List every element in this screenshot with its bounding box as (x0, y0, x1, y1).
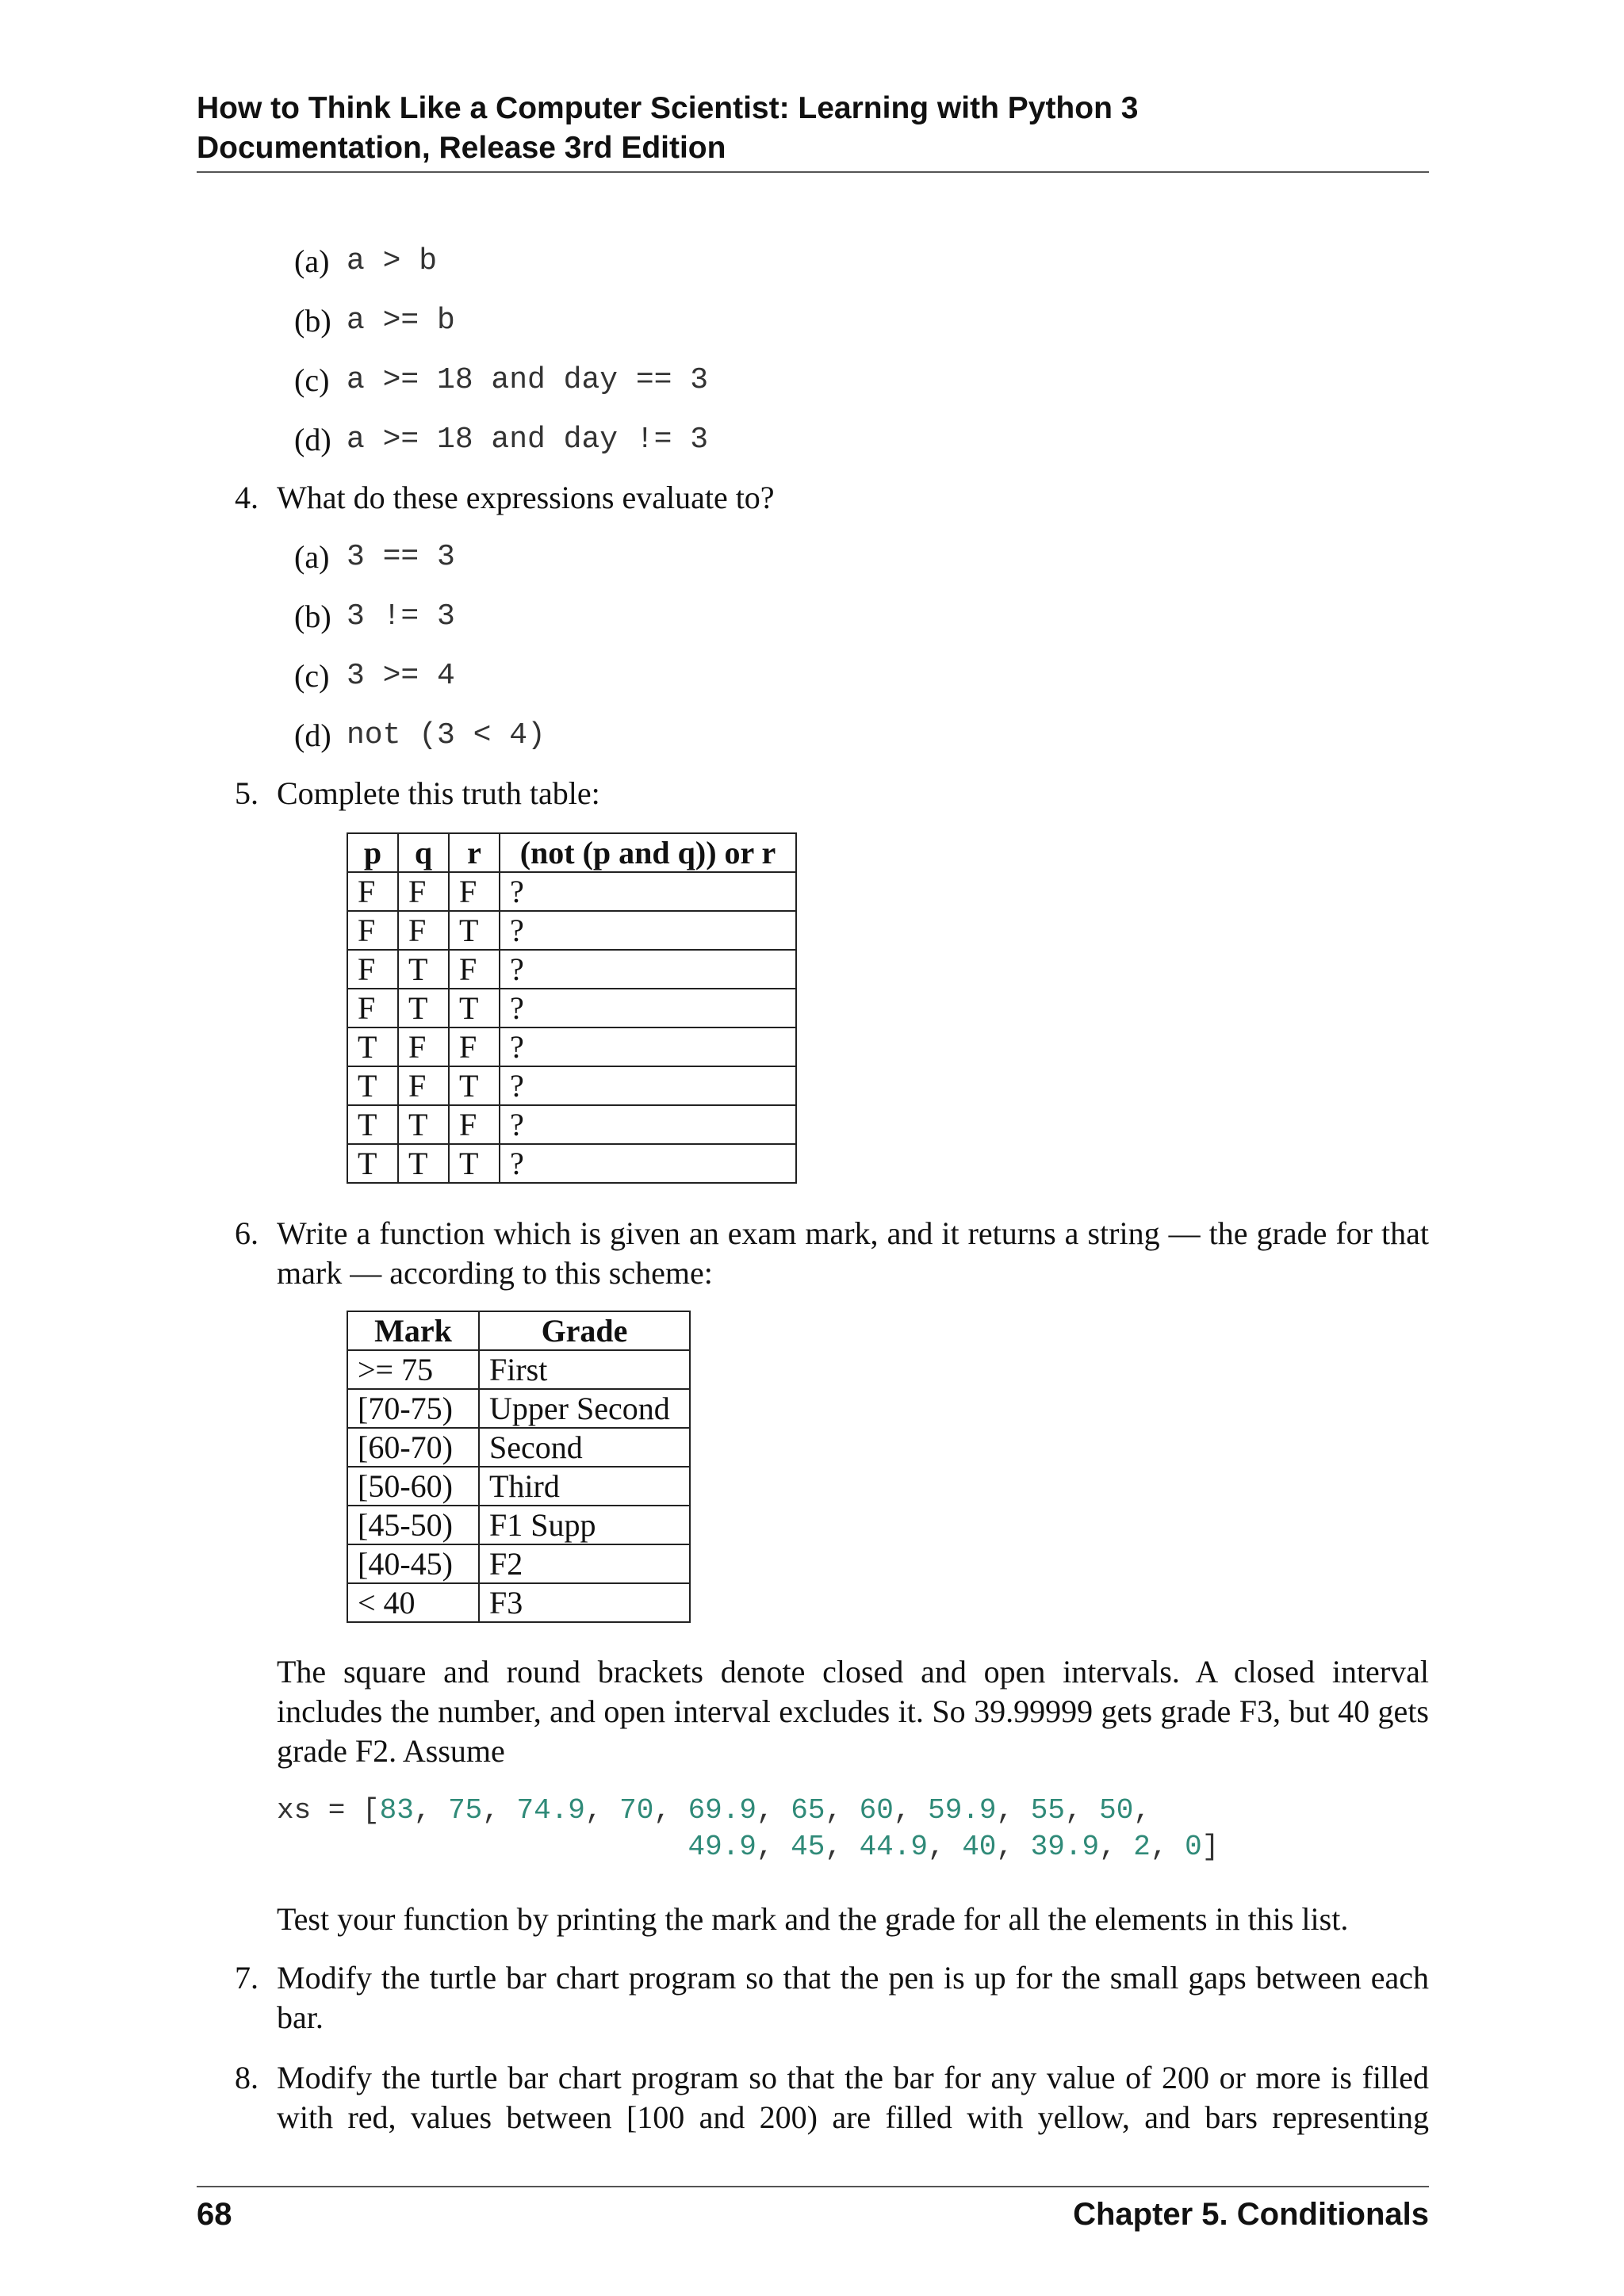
q3-item-code: a > b (347, 244, 438, 278)
q4-text: What do these expressions evaluate to? (277, 480, 775, 515)
mark-cell: >= 75 (347, 1350, 479, 1389)
code-punct: , (927, 1831, 963, 1863)
code-number: 45 (791, 1831, 825, 1863)
table-row (347, 1066, 796, 1105)
table-row (347, 1144, 796, 1183)
code-punct: , (825, 1794, 860, 1827)
table-cell: F (398, 1066, 449, 1105)
code-number: 2 (1133, 1831, 1151, 1863)
truth-table-header: q (398, 833, 449, 872)
code-punct: , (584, 1794, 620, 1827)
code-punct: , (825, 1831, 860, 1863)
table-cell: F (347, 989, 398, 1027)
q3-item-label: (c) (294, 362, 330, 398)
q4-item-label: (b) (294, 599, 331, 634)
code-number: 60 (859, 1794, 894, 1827)
code-punct: , (1099, 1831, 1134, 1863)
q3-item-code: a >= b (347, 304, 455, 338)
code-punct: ] (1201, 1831, 1220, 1863)
table-row (347, 1544, 690, 1583)
q4-item-label: (a) (294, 539, 330, 575)
table-cell: T (347, 1066, 398, 1105)
mark-cell: [70-75) (347, 1389, 479, 1428)
table-row (347, 1428, 690, 1467)
table-cell: T (449, 911, 500, 950)
code-punct: , (482, 1794, 517, 1827)
table-cell: F (449, 1027, 500, 1066)
mark-cell: [45-50) (347, 1506, 479, 1544)
code-punct: , (756, 1794, 791, 1827)
grade-scheme-table (347, 1311, 691, 1623)
code-number: 55 (1030, 1794, 1065, 1827)
q3-item-label: (d) (294, 422, 331, 457)
table-cell: ? (500, 1144, 796, 1183)
table-cell: F (449, 950, 500, 989)
q4-item-label: (d) (294, 718, 331, 753)
truth-table-header: r (449, 833, 500, 872)
code-number: 75 (448, 1794, 483, 1827)
table-cell: T (449, 1066, 500, 1105)
code-number: 70 (619, 1794, 654, 1827)
code-assignment: xs = [ (277, 1794, 380, 1827)
chapter-title: Chapter 5. Conditionals (1073, 2197, 1429, 2232)
q6-text: Write a function which is given an exam mark, and it returns a string — the grade for that mark — according to this scheme: (277, 1215, 1429, 1291)
q4-item-code: 3 != 3 (347, 599, 455, 633)
code-punct: , (413, 1794, 449, 1827)
table-row (347, 950, 796, 989)
code-number: 74.9 (516, 1794, 585, 1827)
code-block-line1 (277, 1793, 1151, 1829)
q4-number: 4. (235, 480, 259, 515)
q8-number: 8. (235, 2060, 259, 2095)
q7-number: 7. (235, 1960, 259, 1996)
grade-cell: First (479, 1350, 690, 1389)
code-punct: , (756, 1831, 791, 1863)
q5-text: Complete this truth table: (277, 775, 600, 811)
table-cell: F (398, 1027, 449, 1066)
table-row (347, 1350, 690, 1389)
table-cell: T (398, 1144, 449, 1183)
table-cell: ? (500, 1027, 796, 1066)
truth-table-header-row (347, 833, 796, 872)
code-number: 65 (791, 1794, 825, 1827)
table-cell: T (449, 989, 500, 1027)
q6-test-text: Test your function by printing the mark and the grade for all the elements in this list. (277, 1901, 1349, 1937)
grade-cell: F3 (479, 1583, 690, 1622)
page-header (197, 89, 1429, 168)
table-cell: T (398, 950, 449, 989)
mark-cell: [40-45) (347, 1544, 479, 1583)
grade-cell: Upper Second (479, 1389, 690, 1428)
code-number: 83 (379, 1794, 414, 1827)
q3-item-label: (b) (294, 303, 331, 339)
grade-table-header-row (347, 1311, 690, 1350)
q4-item-code: 3 >= 4 (347, 659, 455, 693)
q8-text: Modify the turtle bar chart program so that the bar for any value of 200 or more is filled with red, values between [100 and 200) are filled with yellow, and bars representing (277, 2060, 1429, 2135)
q5-number: 5. (235, 775, 259, 811)
code-number: 39.9 (1030, 1831, 1100, 1863)
table-cell: ? (500, 950, 796, 989)
table-row (347, 1389, 690, 1428)
table-cell: ? (500, 989, 796, 1027)
code-number: 0 (1185, 1831, 1202, 1863)
grade-cell: Third (479, 1467, 690, 1506)
table-cell: T (347, 1105, 398, 1144)
q4-item-code: 3 == 3 (347, 540, 455, 574)
table-row (347, 1105, 796, 1144)
table-row (347, 989, 796, 1027)
header-title-line2: Documentation, Release 3rd Edition (197, 131, 726, 165)
header-title-line1: How to Think Like a Computer Scientist: Learning with Python 3 (197, 91, 1139, 125)
table-cell: ? (500, 911, 796, 950)
table-cell: T (347, 1027, 398, 1066)
code-punct: , (653, 1794, 688, 1827)
table-cell: ? (500, 872, 796, 911)
table-row (347, 1506, 690, 1544)
code-number: 40 (962, 1831, 997, 1863)
code-block-line2 (277, 1829, 1219, 1866)
q7-text: Modify the turtle bar chart program so that the pen is up for the small gaps between each bar. (277, 1960, 1429, 2035)
table-cell: F (347, 950, 398, 989)
code-punct: , (893, 1794, 929, 1827)
grade-table-header: Mark (347, 1311, 479, 1350)
table-cell: T (449, 1144, 500, 1183)
code-punct: , (1150, 1831, 1185, 1863)
q4-item-code: not (3 < 4) (347, 718, 546, 752)
table-cell: F (398, 872, 449, 911)
interval-explanation: The square and round brackets denote closed and open intervals. A closed interval includes the number, and open interval excludes it. So 39.99999 gets grade F3, but 40 gets grade F2. Assume (277, 1654, 1429, 1769)
header-divider (197, 171, 1429, 173)
truth-table-header: p (347, 833, 398, 872)
code-indent (277, 1831, 688, 1863)
table-row (347, 911, 796, 950)
q3-item-code: a >= 18 and day != 3 (347, 423, 709, 457)
table-row (347, 1583, 690, 1622)
code-number: 50 (1099, 1794, 1134, 1827)
grade-table-header: Grade (479, 1311, 690, 1350)
code-punct: , (996, 1794, 1031, 1827)
mark-cell: [60-70) (347, 1428, 479, 1467)
footer-divider (197, 2186, 1429, 2187)
truth-table-header: (not (p and q)) or r (500, 833, 796, 872)
code-punct: , (1064, 1794, 1100, 1827)
table-cell: F (449, 872, 500, 911)
code-punct: , (996, 1831, 1031, 1863)
q4-item-label: (c) (294, 658, 330, 694)
table-cell: F (398, 911, 449, 950)
q3-item-label: (a) (294, 243, 330, 279)
code-punct: , (1133, 1794, 1151, 1827)
table-row (347, 872, 796, 911)
mark-cell: [50-60) (347, 1467, 479, 1506)
table-cell: T (398, 1105, 449, 1144)
code-number: 49.9 (688, 1831, 756, 1863)
code-number: 69.9 (688, 1794, 756, 1827)
table-cell: F (449, 1105, 500, 1144)
code-number: 44.9 (859, 1831, 928, 1863)
table-cell: ? (500, 1105, 796, 1144)
table-row (347, 1027, 796, 1066)
truth-table (347, 832, 797, 1184)
grade-cell: F1 Supp (479, 1506, 690, 1544)
q6-number: 6. (235, 1215, 259, 1251)
table-cell: F (347, 911, 398, 950)
table-cell: ? (500, 1066, 796, 1105)
grade-cell: F2 (479, 1544, 690, 1583)
table-cell: T (347, 1144, 398, 1183)
table-cell: T (398, 989, 449, 1027)
mark-cell: < 40 (347, 1583, 479, 1622)
grade-cell: Second (479, 1428, 690, 1467)
table-row (347, 1467, 690, 1506)
code-number: 59.9 (928, 1794, 997, 1827)
q3-item-code: a >= 18 and day == 3 (347, 363, 709, 397)
table-cell: F (347, 872, 398, 911)
page-number: 68 (197, 2197, 232, 2232)
